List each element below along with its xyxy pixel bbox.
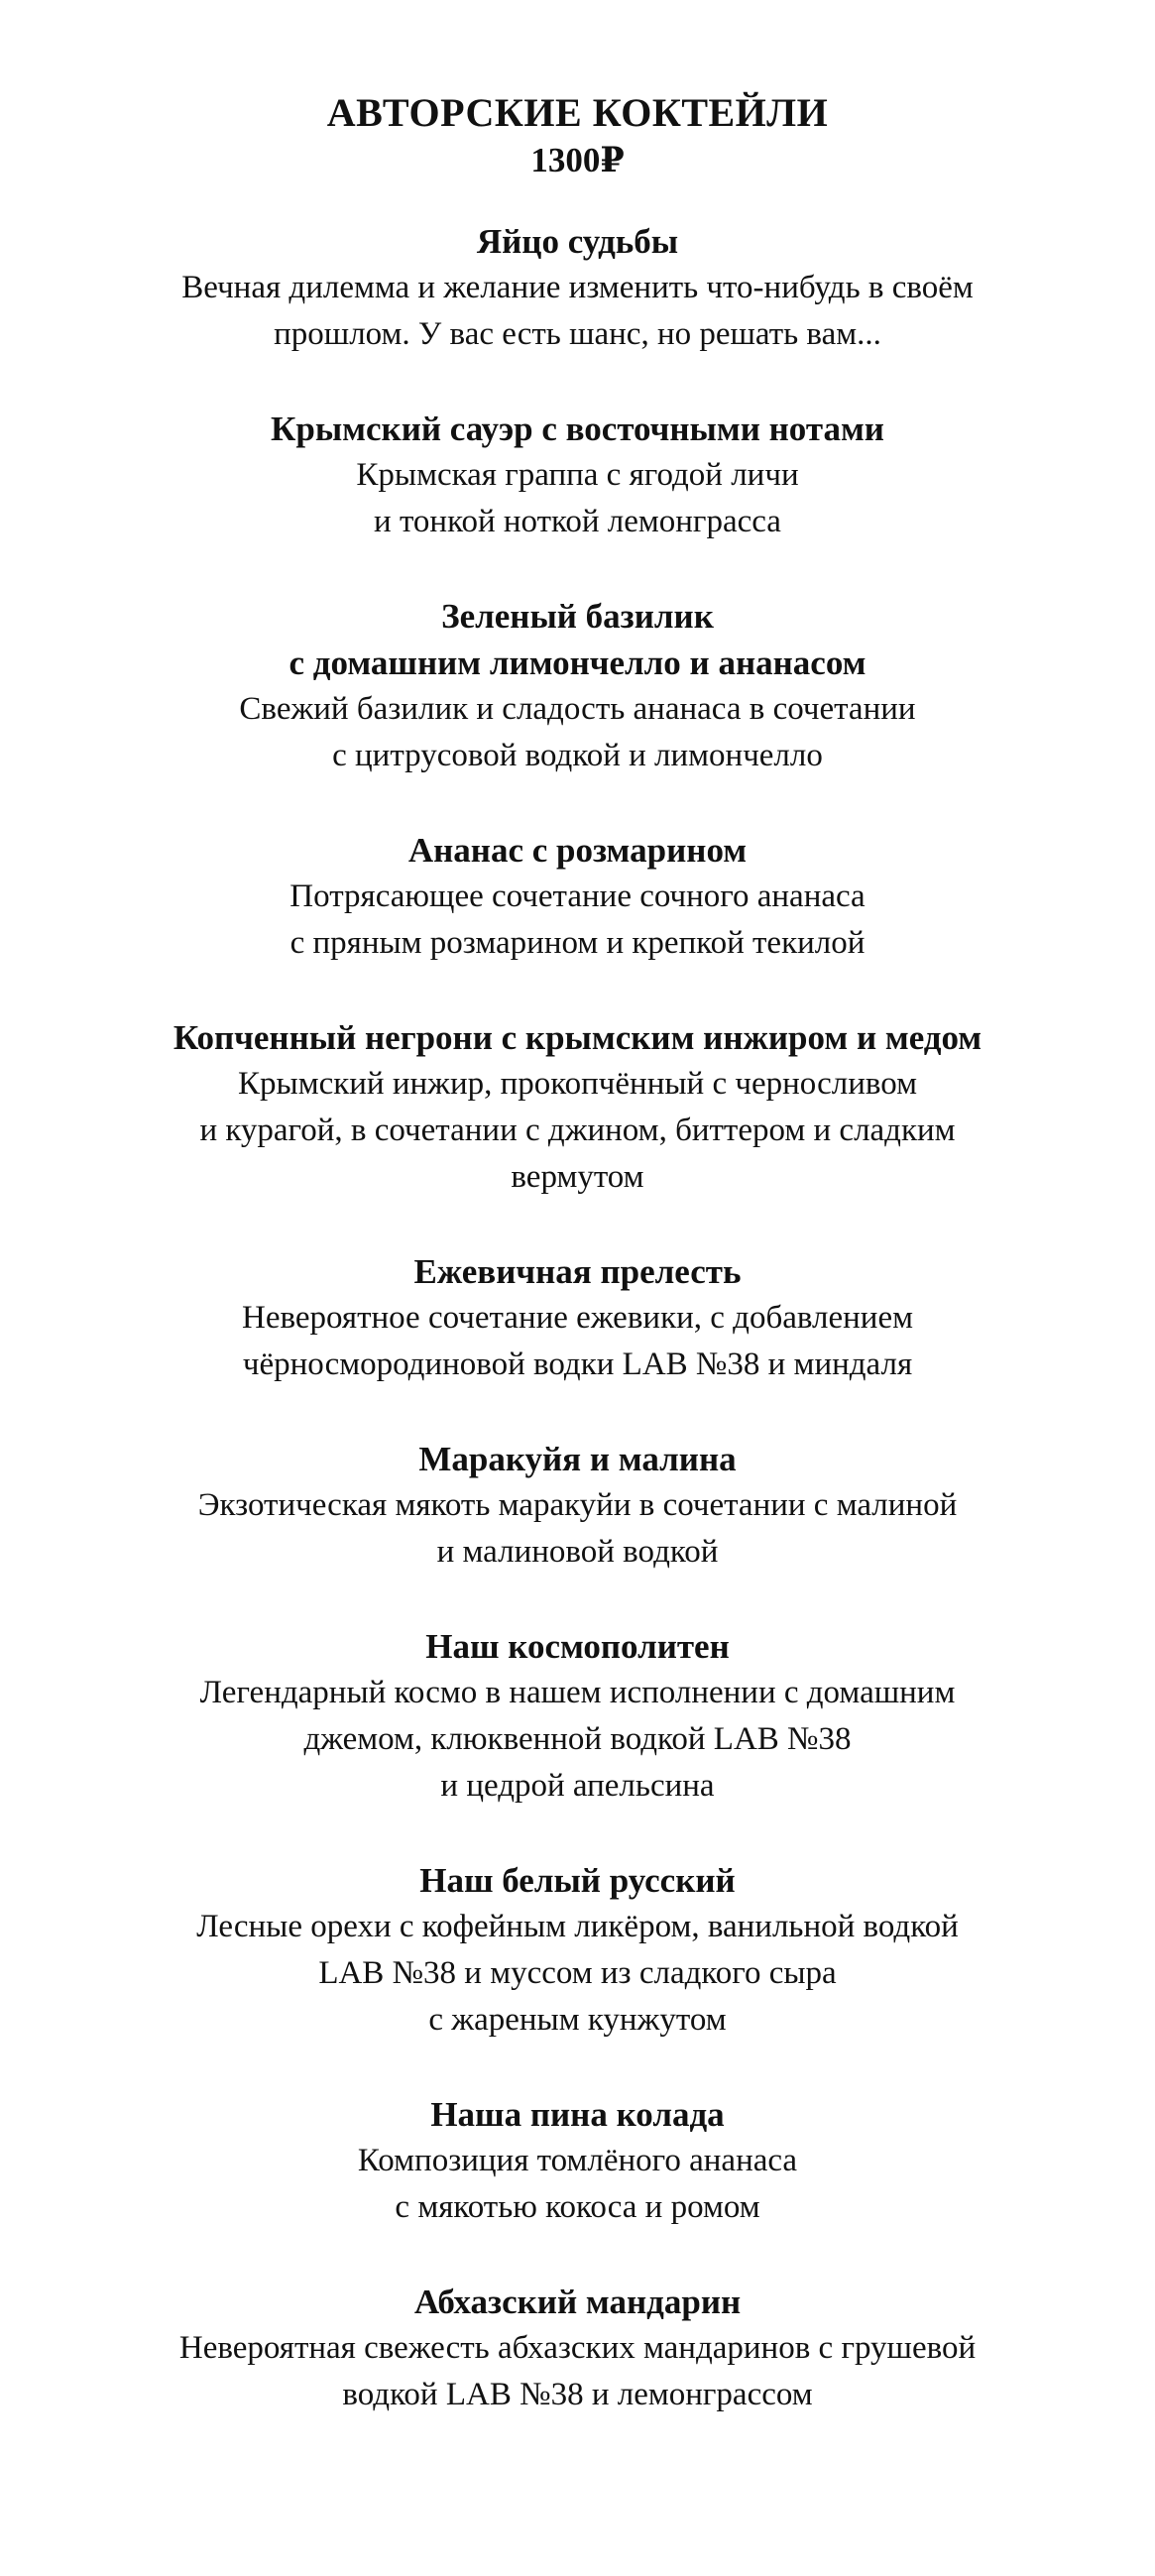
- cocktail-item: [82, 593, 1074, 779]
- cocktail-name: Копченный негрони с крымским инжиром и медом: [173, 1018, 982, 1057]
- cocktail-description: Экзотическая мякоть маракуйи в сочетании с малиной и малиновой водкой: [197, 1487, 958, 1570]
- cocktail-name: Маракуйя и малина: [418, 1440, 737, 1478]
- cocktail-name: Яйцо судьбы: [476, 222, 679, 261]
- menu-title: АВТОРСКИЕ КОКТЕЙЛИ: [326, 90, 829, 135]
- cocktail-item: [82, 1623, 1074, 1810]
- cocktail-name: Наш космополитен: [425, 1627, 730, 1666]
- cocktail-description: Крымский инжир, прокопчённый с черносливом и курагой, в сочетании с джином, биттером и сладким вермутом: [199, 1066, 956, 1195]
- cocktail-description: Лесные орехи с кофейным ликёром, ванильной водкой LAB №38 и муссом из сладкого сыра с жареным кунжутом: [196, 1909, 959, 2038]
- cocktail-item: [82, 406, 1074, 545]
- cocktail-description: Свежий базилик и сладость ананаса в сочетании с цитрусовой водкой и лимончелло: [239, 691, 916, 773]
- cocktail-description: Невероятная свежесть абхазских мандаринов с грушевой водкой LAB №38 и лемонграссом: [178, 2330, 977, 2412]
- cocktail-item: [82, 1248, 1074, 1388]
- cocktail-item: [82, 2091, 1074, 2231]
- cocktail-item: [82, 218, 1074, 358]
- cocktail-name: Наша пина колада: [430, 2095, 725, 2134]
- cocktail-name: Наш белый русский: [419, 1861, 736, 1900]
- cocktail-name: Абхазский мандарин: [413, 2283, 742, 2321]
- cocktail-description: Потрясающее сочетание сочного ананаса с пряным розмарином и крепкой текилой: [289, 878, 866, 961]
- cocktail-name: Ананас с розмарином: [407, 831, 748, 870]
- cocktail-item: [82, 1857, 1074, 2044]
- cocktail-item: [82, 1436, 1074, 1576]
- cocktail-description: Крымская граппа с ягодой личи и тонкой ноткой лемонграсса: [356, 457, 799, 539]
- cocktail-description: Легендарный космо в нашем исполнении с домашним джемом, клюквенной водкой LAB №38 и цедрой апельсина: [199, 1675, 956, 1804]
- cocktail-item: [82, 2279, 1074, 2418]
- cocktail-description: Композиция томлёного ананаса с мякотью кокоса и ромом: [357, 2143, 798, 2225]
- cocktail-name: Ежевичная прелесть: [413, 1252, 742, 1291]
- cocktail-item: [82, 827, 1074, 967]
- cocktail-name: Зеленый базилик с домашним лимончелло и ананасом: [289, 597, 866, 682]
- cocktail-item: [82, 1014, 1074, 1201]
- cocktail-description: Невероятное сочетание ежевики, с добавлением чёрносмородиновой водки LAB №38 и миндаля: [242, 1300, 913, 1382]
- cocktail-name: Крымский сауэр с восточными нотами: [271, 410, 884, 448]
- cocktail-list: [0, 218, 1155, 2418]
- cocktail-description: Вечная дилемма и желание изменить что-нибудь в своём прошлом. У вас есть шанс, но решать вам...: [181, 270, 974, 352]
- menu-price: 1300₽: [530, 141, 625, 179]
